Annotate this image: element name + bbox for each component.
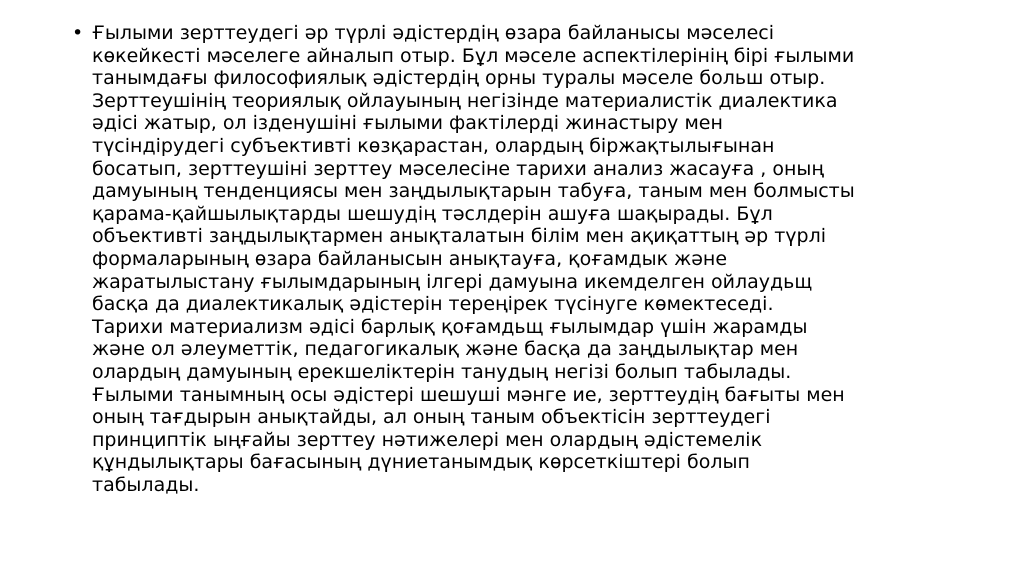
text-line: жаратылыстану ғылымдарының ілгері дамуына икемделген ойлаудьщ <box>92 270 813 293</box>
text-line: түсіндірудегі субъективті көзқарастан, олардың біржақтылығынан <box>92 134 775 157</box>
text-line: және ол әлеуметтік, педагогикалық және басқа да заңдылықтар мен <box>92 338 799 361</box>
bullet-list <box>72 22 952 496</box>
text-line: көкейкесті мәселеге айналып отыр. Бұл мәселе аспектілерінің бірі ғылыми <box>92 44 855 67</box>
text-line: Ғылыми танымның осы әдістері шешуші мәнге ие, зерттеудің бағыты мен <box>92 383 845 406</box>
text-line: Ғылыми зерттеудегі әр түрлі әдістердің өзара байланысы мәселесі <box>92 22 774 44</box>
text-line: Зерттеушінің теориялық ойлауының негізінде материалистік диалектика <box>92 89 838 112</box>
bullet-item <box>72 22 952 496</box>
text-line: танымдағы философиялық әдістердің орны туралы мәселе больш отыр. <box>92 67 826 90</box>
text-line: табылады. <box>92 473 200 496</box>
text-line: объективті заңдылықтармен анықталатын білім мен ақиқаттың әр түрлі <box>92 225 826 248</box>
text-line: қарама-қайшылықтарды шешудің тәслдерін ашуға шақырады. Бұл <box>92 202 773 225</box>
text-line: олардың дамуының ерекшеліктерін танудың негізі болып табылады. <box>92 360 792 383</box>
paragraph-text <box>92 22 952 496</box>
text-line: дамуының тенденциясы мен заңдылықтарын табуға, таным мен болмысты <box>92 180 855 203</box>
text-line: принциптік ыңғайы зерттеу нәтижелері мен олардың әдістемелік <box>92 428 763 451</box>
text-line: басқа да диалектикалық әдістерін тереңірек түсінуге көмектеседі. <box>92 293 774 316</box>
text-line: формаларының өзара байланысын анықтауға, қоғамдык және <box>92 247 728 270</box>
text-line: құндылықтары бағасының дүниетанымдық көрсеткіштері болып <box>92 451 750 474</box>
text-line: оның тағдырын анықтайды, ал оның таным объектісін зерттеудегі <box>92 406 771 429</box>
text-line: Тарихи материализм әдісі барлық қоғамдьщ ғылымдар үшін жарамды <box>92 315 808 338</box>
bullet-marker: • <box>72 22 84 44</box>
text-line: босатып, зерттеушіні зерттеу мәселесіне тарихи анализ жасауға , оның <box>92 157 824 180</box>
text-line: әдісі жатыр, ол ізденушіні ғылыми фактілерді жинастыру мен <box>92 112 723 135</box>
